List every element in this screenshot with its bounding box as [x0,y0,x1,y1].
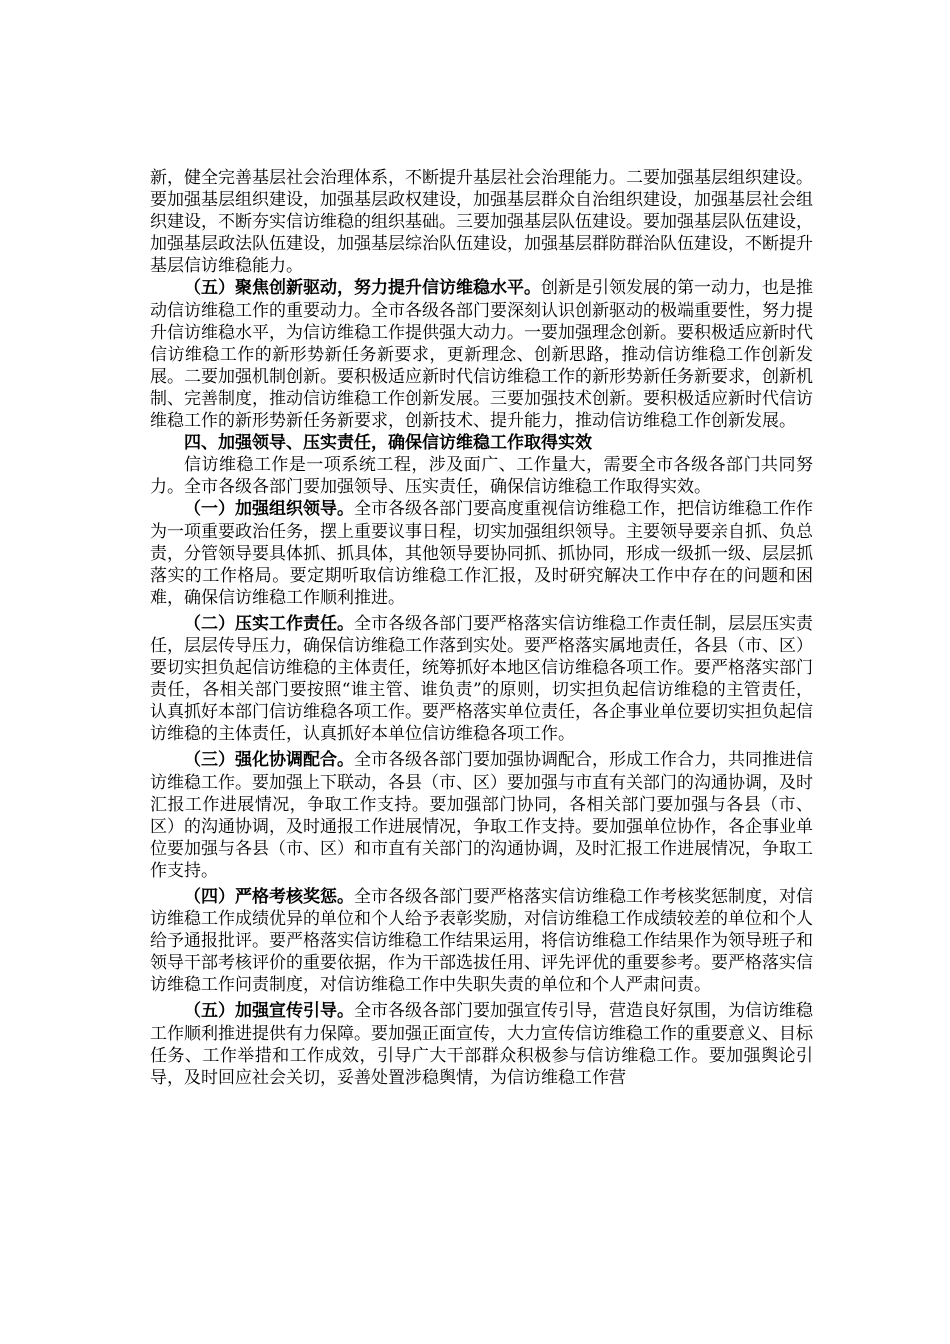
paragraph-continuation [150,167,813,277]
paragraph-text: 全市各级各部门要高度重视信访维稳工作，把信访维稳工作作为一项重要政治任务，摆上重要议事日程，切实加强组织领导。主要领导要亲自抓、负总责，分管领导要具体抓、抓具体，其他领导要协同抓、抓协同，形成一级抓一级、层层抓落实的工作格局。要定期听取信访维稳工作汇报，及时研究解决工作中存在的问题和困难，确保信访维稳工作顺利推进。 [150,499,813,608]
paragraph-intro [150,454,813,498]
paragraph-text: 信访维稳工作是一项系统工程，涉及面广、工作量大，需要全市各级各部门共同努力。全市各级各部门要加强领导、压实责任，确保信访维稳工作取得实效。 [150,455,813,498]
paragraph-text: 新，健全完善基层社会治理体系，不断提升基层社会治理能力。二要加强基层组织建设。要加强基层组织建设，加强基层政权建设，加强基层群众自治组织建设，加强基层社会组织建设，不断夯实信访维稳的组织基础。三要加强基层队伍建设。要加强基层队伍建设，加强基层政法队伍建设，加强基层综治队伍建设，加强基层群防群治队伍建设，不断提升基层信访维稳能力。 [150,168,813,277]
paragraph-lead: （五）加强宣传引导。 [184,1001,354,1022]
paragraph-text: 全市各级各部门要加强宣传引导，营造良好氛围，为信访维稳工作顺利推进提供有力保障。要加强正面宣传，大力宣传信访维稳工作的重要意义、目标任务、工作举措和工作成效，引导广大干部群众积极参与信访维稳工作。要加强舆论引导，及时回应社会关切，妥善处置涉稳舆情，为信访维稳工作营 [150,1001,813,1088]
paragraph-lead: （四）严格考核奖惩。 [184,887,354,907]
paragraph-coordination [150,749,813,882]
paragraph-lead: （三）强化协调配合。 [184,750,354,771]
paragraph-responsibility [150,613,813,746]
paragraph-text: 全市各级各部门要严格落实信访维稳工作考核奖惩制度，对信访维稳工作成绩优异的单位和个人给予表彰奖励，对信访维稳工作成绩较差的单位和个人给予通报批评。要严格落实信访维稳工作结果运用，将信访维稳工作结果作为领导班子和领导干部考核评价的重要依据，作为干部选拔任用、评先评优的重要参考。要严格落实信访维稳工作问责制度，对信访维稳工作中失职失责的单位和个人严肃问责。 [150,887,813,996]
paragraph-text: 创新是引领发展的第一动力，也是推动信访维稳工作的重要动力。全市各级各部门要深刻认识创新驱动的极端重要性，努力提升信访维稳水平，为信访维稳工作提供强大动力。一要加强理念创新。要积极适应新时代信访维稳工作的新形势新任务新要求，更新理念、创新思路，推动信访维稳工作创新发展。二要加强机制创新。要积极适应新时代信访维稳工作的新形势新任务新要求，创新机制、完善制度，推动信访维稳工作创新发展。三要加强技术创新。要积极适应新时代信访维稳工作的新形势新任务新要求，创新技术、提升能力，推动信访维稳工作创新发展。 [150,278,813,432]
paragraph-lead: （一）加强组织领导。 [184,499,354,520]
paragraph-lead: （二）压实工作责任。 [184,613,354,634]
paragraph-innovation [150,277,813,432]
paragraph-text: 全市各级各部门要严格落实信访维稳工作责任制，层层压实责任，层层传导压力，确保信访维稳工作落到实处。要严格落实属地责任，各县（市、区）要切实担负起信访维稳的主体责任，统筹抓好本地区信访维稳各项工作。要严格落实部门责任，各相关部门要按照“谁主管、谁负责”的原则，切实担负起信访维稳的主管责任，认真抓好本部门信访维稳各项工作。要严格落实单位责任，各企事业单位要切实担负起信访维稳的主体责任，认真抓好本单位信访维稳各项工作。 [150,613,813,745]
paragraph-organization [150,498,813,608]
document-body [150,167,813,1089]
paragraph-text: 全市各级各部门要加强协调配合，形成工作合力，共同推进信访维稳工作。要加强上下联动，各县（市、区）要加强与市直有关部门的沟通协调，及时汇报工作进展情况，争取工作支持。要加强部门协同，各相关部门要加强与各县（市、区）的沟通协调，及时通报工作进展情况，争取工作支持。要加强单位协作，各企事业单位要加强与各县（市、区）和市直有关部门的沟通协调，及时汇报工作进展情况，争取工作支持。 [150,750,813,881]
paragraph-assessment [150,886,813,996]
section-heading: 四、加强领导、压实责任，确保信访维稳工作取得实效 [184,433,592,454]
paragraph-lead: （五）聚焦创新驱动，努力提升信访维稳水平。 [184,278,541,299]
paragraph-publicity [150,1000,813,1088]
